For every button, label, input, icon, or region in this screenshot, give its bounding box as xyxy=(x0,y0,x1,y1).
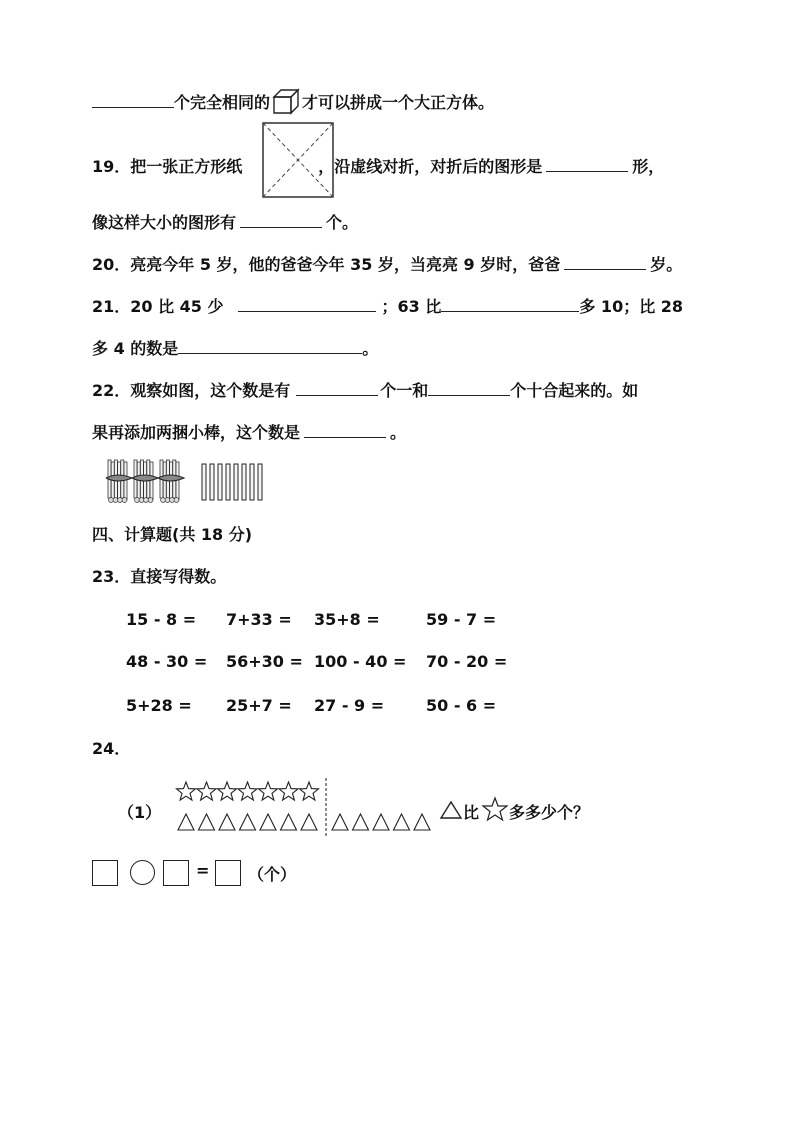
q21-line2 xyxy=(92,338,378,360)
q19-shape-blank[interactable] xyxy=(546,157,628,172)
q18-text-b: 才可以拼成一个大正方体。 xyxy=(302,93,495,112)
stick-bundle xyxy=(106,460,132,502)
q22-text-c: 个十合起来的。如 xyxy=(510,381,639,400)
q22-number-blank[interactable] xyxy=(304,423,386,438)
q24-question-b: 多多少个？ xyxy=(509,803,590,822)
calc-item: 100 - 40 = xyxy=(314,652,407,671)
q19-line2 xyxy=(92,212,358,234)
q22-line1 xyxy=(92,380,638,402)
calc-item: 27 - 9 = xyxy=(314,696,385,715)
calc-item: 5+28 = xyxy=(126,696,192,715)
triangle-mark xyxy=(332,814,348,830)
q21-line1 xyxy=(92,296,683,318)
q18-answer-blank[interactable] xyxy=(92,93,174,108)
star-icon xyxy=(482,797,508,821)
stick-bundle xyxy=(132,460,158,502)
unit-label: （个） xyxy=(248,865,297,884)
q23-title: 23．直接写得数。 xyxy=(92,567,227,586)
triangle-mark xyxy=(219,814,235,830)
loose-stick xyxy=(258,464,262,500)
triangle-icon xyxy=(440,800,462,820)
q22-text-a: 22．观察如图，这个数是有 xyxy=(92,381,291,400)
calc-item: 35+8 = xyxy=(314,610,380,629)
q21-text-e: 。 xyxy=(362,339,379,358)
triangle-mark xyxy=(394,814,410,830)
q19-text-e: 个。 xyxy=(326,213,359,232)
q21-text-a: 21．20 比 45 少 xyxy=(92,297,224,316)
star-mark xyxy=(218,782,237,800)
star-mark xyxy=(279,782,298,800)
calc-item: 25+7 = xyxy=(226,696,292,715)
loose-stick xyxy=(234,464,238,500)
triangle-mark xyxy=(373,814,389,830)
q21-blank-2[interactable] xyxy=(441,297,579,312)
stick-bundle xyxy=(158,460,184,502)
q20-text-b: 岁。 xyxy=(650,255,683,274)
answer-box-3[interactable] xyxy=(215,860,241,886)
loose-stick xyxy=(242,464,246,500)
star-mark xyxy=(238,782,257,800)
q19-text-d: 像这样大小的图形有 xyxy=(92,213,237,232)
q24-part1-label: （1） xyxy=(118,803,162,822)
q22-text-b: 个一和 xyxy=(380,381,429,400)
calc-item: 50 - 6 = xyxy=(426,696,497,715)
star-mark xyxy=(300,782,319,800)
q24-title: 24． xyxy=(92,739,131,758)
stars-triangles-figure xyxy=(174,778,434,838)
calc-item: 70 - 20 = xyxy=(426,652,508,671)
q20-line xyxy=(92,254,682,276)
q18-text-a: 个完全相同的 xyxy=(174,93,271,112)
q21-text-c: 多 10；比 28 xyxy=(579,297,684,316)
calc-item: 59 - 7 = xyxy=(426,610,497,629)
q22-text-d: 果再添加两捆小棒，这个数是 xyxy=(92,423,301,442)
triangle-mark xyxy=(178,814,194,830)
loose-stick xyxy=(210,464,214,500)
loose-stick xyxy=(226,464,230,500)
q21-blank-1[interactable] xyxy=(238,297,376,312)
star-mark xyxy=(177,782,196,800)
triangle-mark xyxy=(281,814,297,830)
q20-answer-blank[interactable] xyxy=(564,255,646,270)
q19-text-a: 19．把一张正方形纸 xyxy=(92,157,243,176)
q18-line xyxy=(92,88,494,114)
calc-item: 48 - 30 = xyxy=(126,652,208,671)
q22-line2 xyxy=(92,422,406,444)
q19-count-blank[interactable] xyxy=(240,213,322,228)
equals-sign: = xyxy=(196,861,210,880)
q20-text-a: 20．亮亮今年 5 岁，他的爸爸今年 35 岁，当亮亮 9 岁时，爸爸 xyxy=(92,255,561,274)
loose-stick xyxy=(202,464,206,500)
section4-title: 四、计算题(共 18 分) xyxy=(92,525,253,544)
square-paper-icon xyxy=(262,122,334,198)
star-mark xyxy=(197,782,216,800)
sticks-picture xyxy=(104,458,274,504)
triangle-mark xyxy=(260,814,276,830)
calc-item: 7+33 = xyxy=(226,610,292,629)
q21-blank-3[interactable] xyxy=(178,339,362,354)
q19-line1 xyxy=(92,150,664,178)
triangle-mark xyxy=(199,814,215,830)
q22-text-e: 。 xyxy=(390,423,407,442)
q21-text-b: ；63 比 xyxy=(381,297,442,316)
answer-box-2[interactable] xyxy=(163,860,189,886)
answer-box-1[interactable] xyxy=(92,860,118,886)
q22-tens-blank[interactable] xyxy=(428,381,510,396)
loose-stick xyxy=(250,464,254,500)
star-mark xyxy=(259,782,278,800)
loose-stick xyxy=(218,464,222,500)
q19-text-b: ，沿虚线对折，对折后的图形是 xyxy=(318,157,543,176)
q19-text-c: 形， xyxy=(632,157,665,176)
q22-ones-blank[interactable] xyxy=(296,381,378,396)
q21-text-d: 多 4 的数是 xyxy=(92,339,179,358)
operator-circle[interactable] xyxy=(130,860,155,885)
q24-question-a: 比 xyxy=(463,803,480,822)
triangle-mark xyxy=(301,814,317,830)
triangle-mark xyxy=(240,814,256,830)
triangle-mark xyxy=(414,814,430,830)
triangle-mark xyxy=(353,814,369,830)
calc-item: 56+30 = xyxy=(226,652,303,671)
cube-icon xyxy=(272,88,300,114)
calc-item: 15 - 8 = xyxy=(126,610,197,629)
